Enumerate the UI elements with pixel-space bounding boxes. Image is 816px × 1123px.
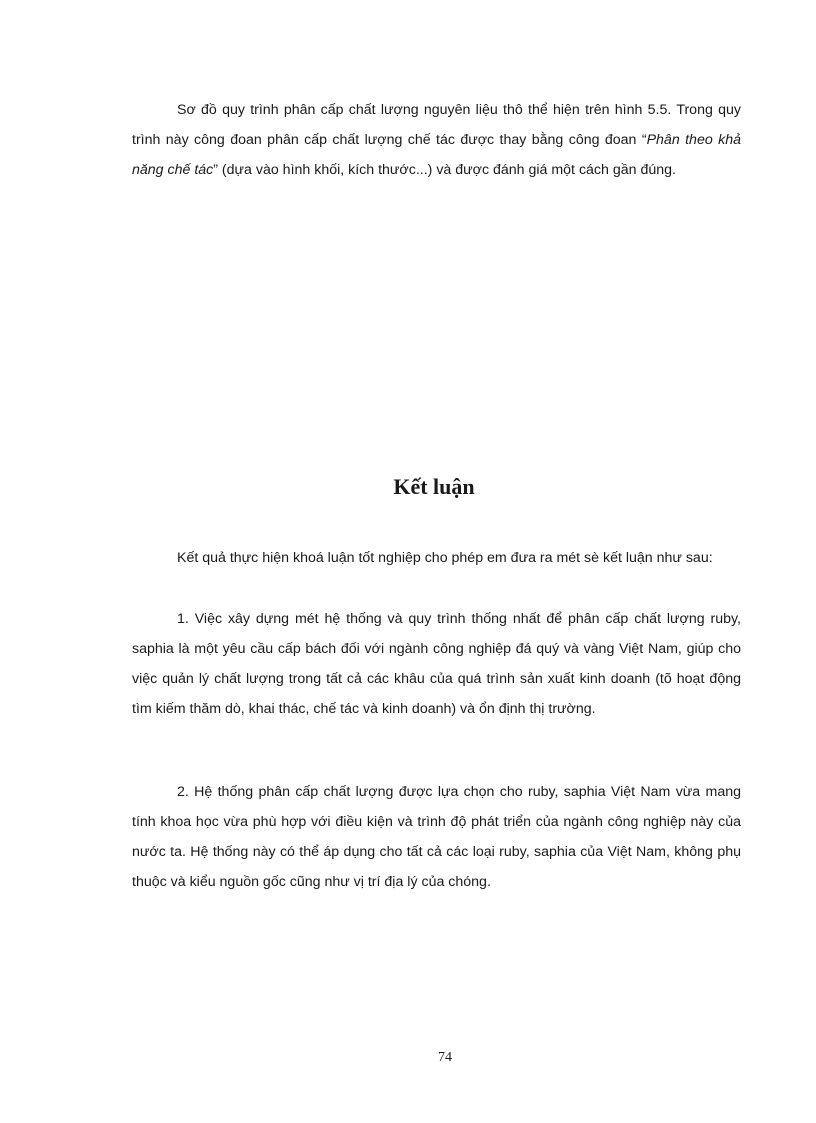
conclusion-point-2 bbox=[132, 777, 741, 897]
conclusion-point-2-text: 2. Hệ thống phân cấp chất lượng được lựa chọn cho ruby, saphia Việt Nam vừa mang tính khoa học vừa phù hợp với điều kiện và trình độ phát triển của ngành công nghiệp này của nước ta. Hệ thống này có thể áp dụng cho tất cả các loại ruby, saphia của Việt Nam, không phụ thuộc và kiểu nguồn gốc cũng như vị trí địa lý của chóng. bbox=[132, 784, 741, 890]
intro-paragraph bbox=[132, 95, 741, 185]
intro-text-1: Sơ đồ quy trình phân cấp chất lượng nguyên liệu thô thể hiện trên hình 5.5. Trong quy trình này công đoan phân cấp chất lượng chế tác được thay bằng công đoan “ bbox=[132, 102, 741, 148]
conclusion-point-1 bbox=[132, 604, 741, 724]
conclusion-heading: Kết luận bbox=[393, 474, 475, 499]
conclusion-lead-text: Kết quả thực hiện khoá luận tốt nghiệp cho phép em đưa ra mét sè kết luận như sau: bbox=[177, 550, 713, 566]
conclusion-point-1-text: 1. Việc xây dựng mét hệ thống và quy trình thống nhất để phân cấp chất lượng ruby, saphia là một yêu cầu cấp bách đối với ngành công nghiệp đá quý và vàng Việt Nam, giúp cho việc quản lý chất lượng trong tất cả các khâu của quá trình sản xuất kinh doanh (tõ hoạt động tìm kiếm thăm dò, khai thác, chế tác và kinh doanh) và ổn định thị trường. bbox=[132, 611, 741, 717]
page-number: 74 bbox=[438, 1050, 452, 1065]
conclusion-lead-paragraph bbox=[132, 543, 741, 573]
intro-italic-phrase: Phân theo khả năng chế tác bbox=[132, 132, 741, 178]
intro-text-2: ” (dựa vào hình khối, kích thước...) và được đánh giá một cách gần đúng. bbox=[213, 162, 676, 178]
